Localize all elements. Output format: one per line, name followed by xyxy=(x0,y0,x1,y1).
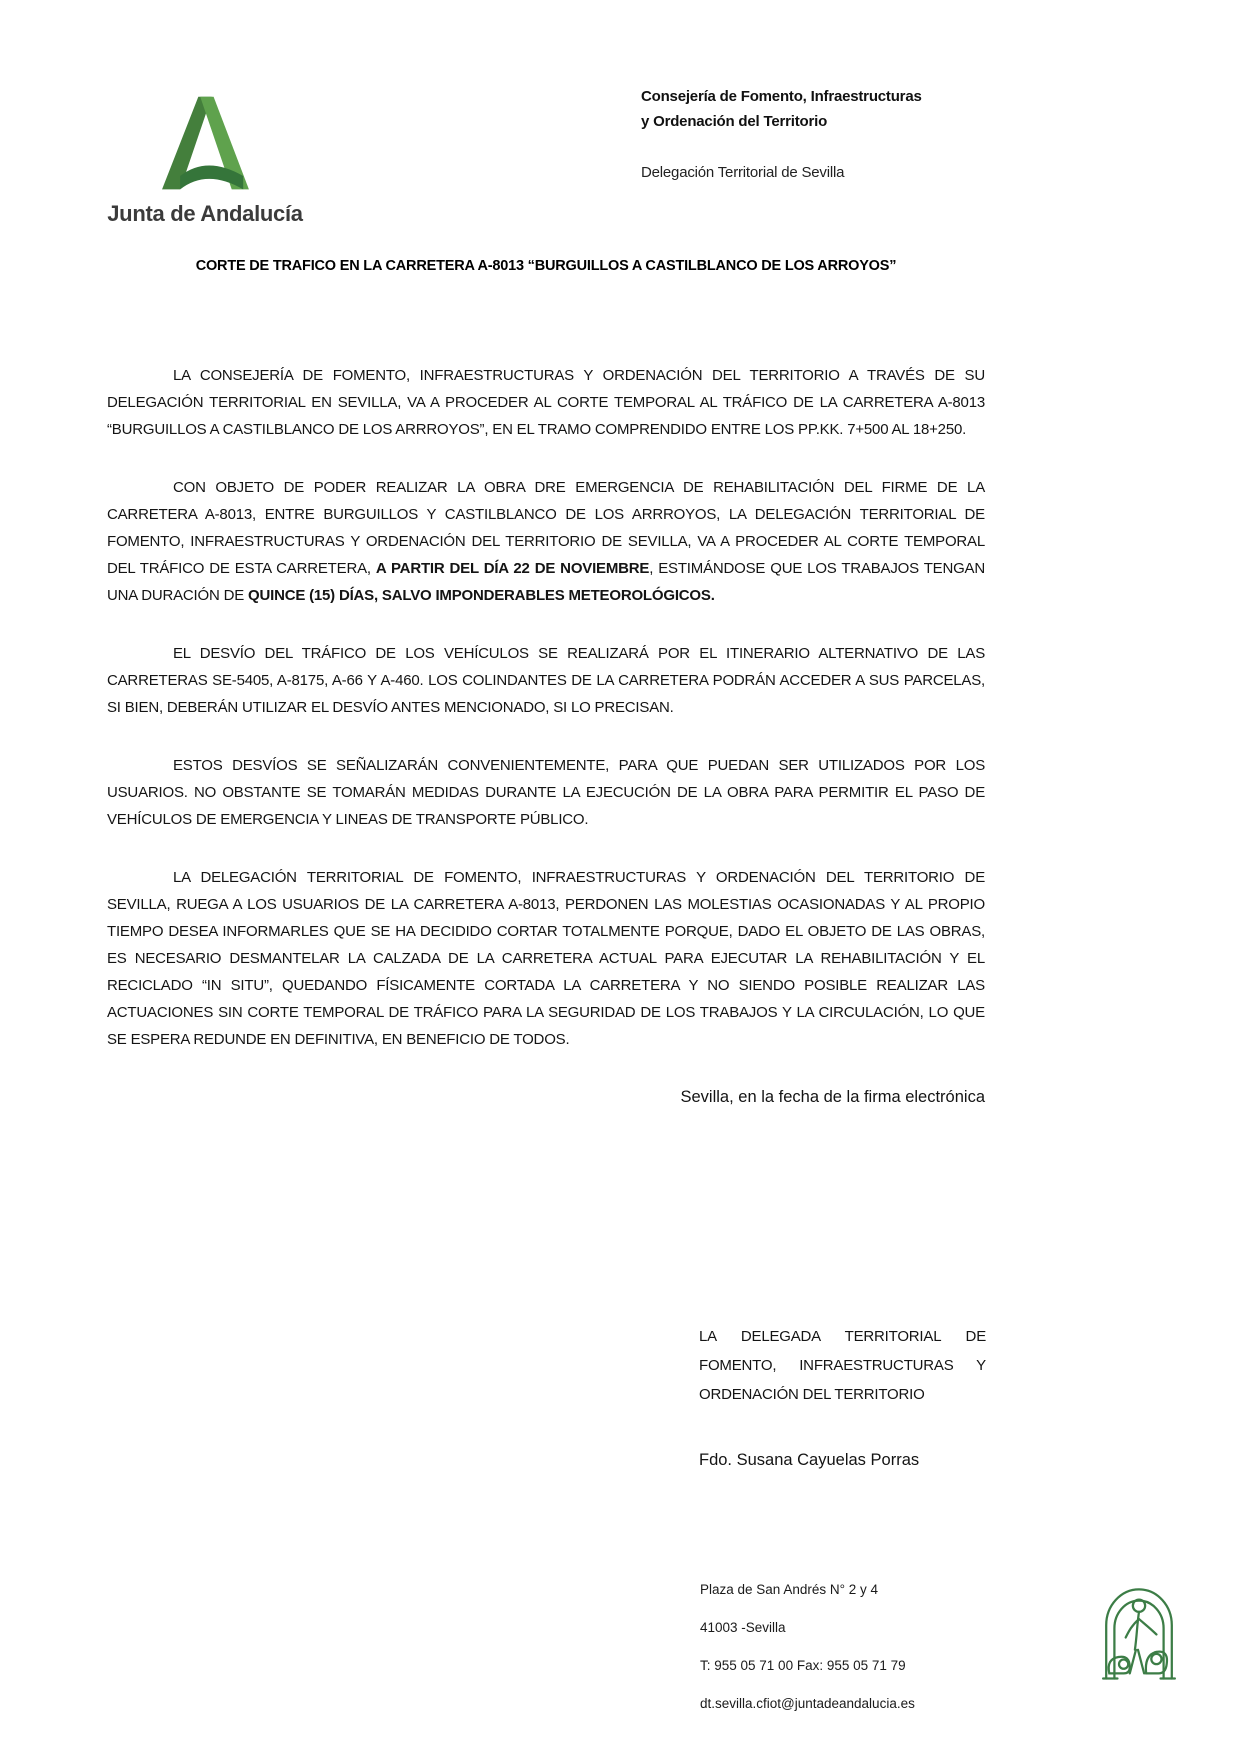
signer-role: LA DELEGADA TERRITORIAL DE FOMENTO, INFRAESTRUCTURAS Y ORDENACIÓN DEL TERRITORIO xyxy=(699,1328,986,1403)
signature-block xyxy=(699,1322,986,1470)
org-name-line2: y Ordenación del Territorio xyxy=(641,113,828,130)
delegation-line: Delegación Territorial de Sevilla xyxy=(641,164,845,181)
document-body xyxy=(107,362,985,1142)
signer-name: Fdo. Susana Cayuelas Porras xyxy=(699,1451,920,1469)
footer-address-block xyxy=(700,1582,1080,1734)
footer-phone-fax: T: 955 05 71 00 Fax: 955 05 71 79 xyxy=(700,1658,906,1673)
footer-address-line1: Plaza de San Andrés N° 2 y 4 xyxy=(700,1582,879,1597)
paragraph-2-bold-duration: QUINCE (15) DÍAS, SALVO IMPONDERABLES METEOROLÓGICOS. xyxy=(248,587,715,604)
junta-logo xyxy=(100,92,310,227)
footer-email: dt.sevilla.cfiot@juntadeandalucia.es xyxy=(700,1696,915,1711)
place-date-line: Sevilla, en la fecha de la firma electrónica xyxy=(680,1088,985,1106)
paragraph-2-text-mid: , ESTIMÁNDOSE QUE LOS TRABAJOS TENGAN UNA DURACIÓN DE xyxy=(107,560,985,604)
document-title: CORTE DE TRAFICO EN LA CARRETERA A-8013 “BURGUILLOS A CASTILBLANCO DE LOS ARROYOS” xyxy=(195,258,897,274)
paragraph-2 xyxy=(107,474,985,609)
junta-logo-icon xyxy=(145,92,265,197)
paragraph-2-bold-date: A PARTIR DEL DÍA 22 DE NOVIEMBRE xyxy=(375,560,650,577)
org-name-line1: Consejería de Fomento, Infraestructuras xyxy=(641,88,922,105)
junta-emblem-icon xyxy=(1098,1578,1180,1696)
paragraph-4: ESTOS DESVÍOS SE SEÑALIZARÁN CONVENIENTEMENTE, PARA QUE PUEDAN SER UTILIZADOS POR LOS USUARIOS. NO OBSTANTE SE TOMARÁN MEDIDAS DURANTE LA EJECUCIÓN DE LA OBRA PARA PERMITIR EL PASO DE VEHÍCULOS DE EMERGENCIA Y LINEAS DE TRANSPORTE PÚBLICO. xyxy=(107,757,985,828)
paragraph-5: LA DELEGACIÓN TERRITORIAL DE FOMENTO, INFRAESTRUCTURAS Y ORDENACIÓN DEL TERRITORIO DE SEVILLA, RUEGA A LOS USUARIOS DE LA CARRETERA A-8013, PERDONEN LAS MOLESTIAS OCASIONADAS Y AL PROPIO TIEMPO DESEA INFORMARLES QUE SE HA DECIDIDO CORTAR TOTALMENTE PORQUE, DADO EL OBJETO DE LAS OBRAS, ES NECESARIO DESMANTELAR LA CALZADA DE LA CARRETERA ACTUAL PARA EJECUTAR LA REHABILITACIÓN Y EL RECICLADO “IN SITU”, QUEDANDO FÍSICAMENTE CORTADA LA CARRETERA Y NO SIENDO POSIBLE REALIZAR LAS ACTUACIONES SIN CORTE TEMPORAL DE TRÁFICO PARA LA SEGURIDAD DE LOS TRABAJOS Y LA CIRCULACIÓN, LO QUE SE ESPERA REDUNDE EN DEFINITIVA, EN BENEFICIO DE TODOS. xyxy=(107,869,985,1048)
paragraph-1: LA CONSEJERÍA DE FOMENTO, INFRAESTRUCTURAS Y ORDENACIÓN DEL TERRITORIO A TRAVÉS DE SU DELEGACIÓN TERRITORIAL EN SEVILLA, VA A PROCEDER AL CORTE TEMPORAL AL TRÁFICO DE LA CARRETERA A-8013 “BURGUILLOS A CASTILBLANCO DE LOS ARRROYOS”, EN EL TRAMO COMPRENDIDO ENTRE LOS PP.KK. 7+500 AL 18+250. xyxy=(107,367,985,438)
footer-address-line2: 41003 -Sevilla xyxy=(700,1620,786,1635)
brand-name: Junta de Andalucía xyxy=(107,201,303,226)
header-org-block xyxy=(641,84,1061,181)
paragraph-3: EL DESVÍO DEL TRÁFICO DE LOS VEHÍCULOS SE REALIZARÁ POR EL ITINERARIO ALTERNATIVO DE LAS CARRETERAS SE-5405, A-8175, A-66 Y A-460. LOS COLINDANTES DE LA CARRETERA PODRÁN ACCEDER A SUS PARCELAS, SI BIEN, DEBERÁN UTILIZAR EL DESVÍO ANTES MENCIONADO, SI LO PRECISAN. xyxy=(107,645,985,716)
paragraph-2-text: CON OBJETO DE PODER REALIZAR LA OBRA DRE EMERGENCIA DE REHABILITACIÓN DEL FIRME DE LA CARRETERA A-8013, ENTRE BURGUILLOS Y CASTILBLANCO DE LOS ARRROYOS, LA DELEGACIÓN TERRITORIAL DE FOMENTO, INFRAESTRUCTURAS Y ORDENACIÓN DEL TERRITORIO DE SEVILLA, VA A PROCEDER AL CORTE TEMPORAL DEL TRÁFICO DE ESTA CARRETERA, xyxy=(107,479,985,577)
